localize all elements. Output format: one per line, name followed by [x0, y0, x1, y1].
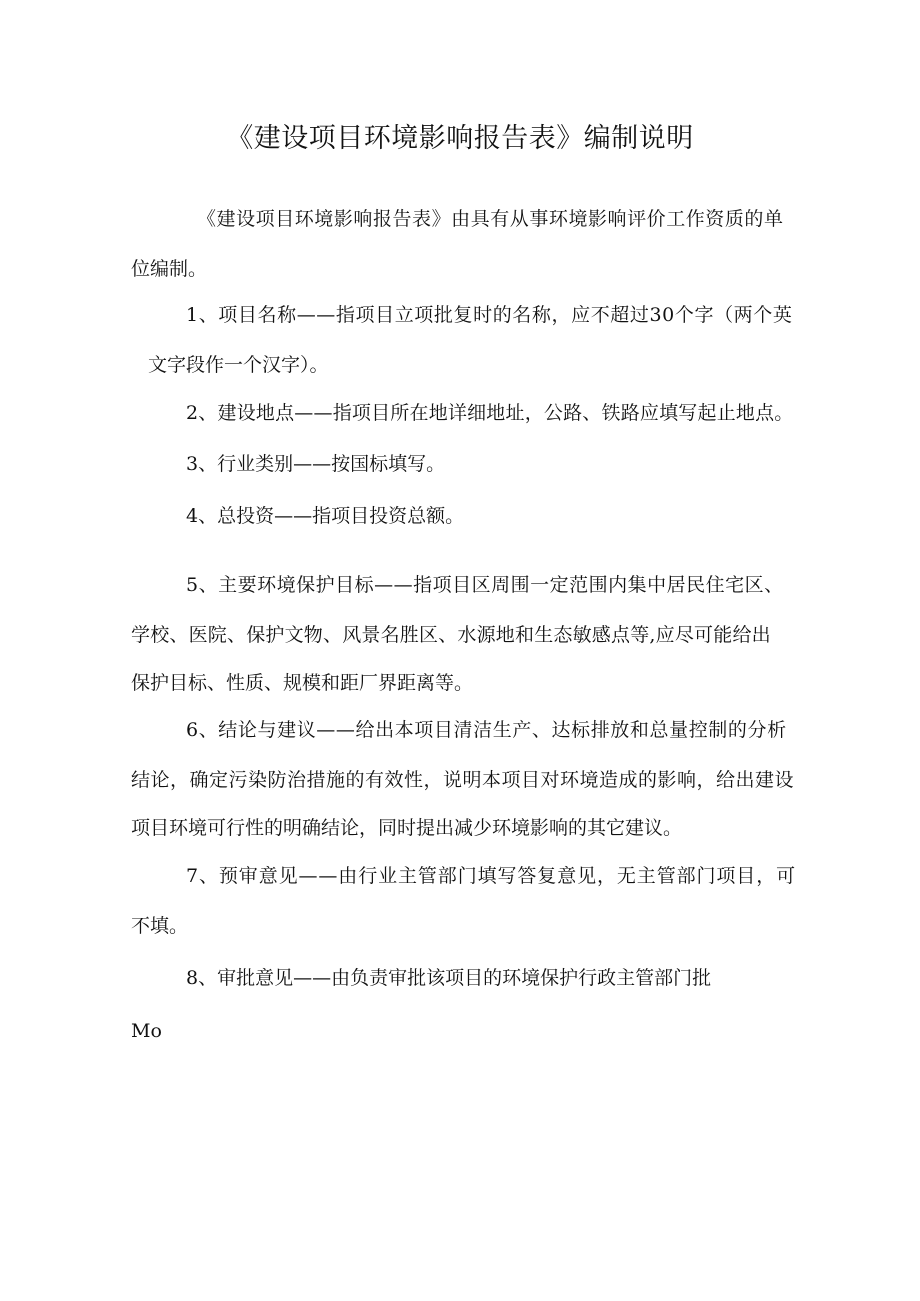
intro-line-1: 《建设项目环境影响报告表》由具有从事环境影响评价工作资质的单 — [197, 208, 784, 230]
trailing-text: Mo — [131, 1020, 162, 1042]
item-6-line-2: 结论，确定污染防治措施的有效性，说明本项目对环境造成的影响，给出建设 — [131, 769, 795, 791]
item-4-line-1: 4、总投资——指项目投资总额。 — [186, 505, 465, 527]
item-7-line-2: 不填。 — [131, 915, 189, 937]
item-1-line-1: 1、项目名称——指项目立项批复时的名称，应不超过30个字（两个英 — [186, 304, 793, 326]
item-6-line-3: 项目环境可行性的明确结论，同时提出减少环境影响的其它建议。 — [131, 817, 683, 839]
item-7-line-1: 7、预审意见——由行业主管部门填写答复意见，无主管部门项目，可 — [186, 865, 796, 887]
item-1-line-2: 文字段作一个汉字）。 — [148, 354, 329, 376]
item-5-line-2: 学校、医院、保护文物、风景名胜区、水源地和生态敏感点等,应尽可能给出 — [131, 624, 771, 646]
item-8-line-1: 8、审批意见——由负责审批该项目的环境保护行政主管部门批 — [186, 967, 712, 989]
item-2-line-1: 2、建设地点——指项目所在地详细地址，公路、铁路应填写起止地点。 — [186, 402, 794, 424]
item-5-line-3: 保护目标、性质、规模和距厂界距离等。 — [131, 672, 474, 694]
document-title: 《建设项目环境影响报告表》编制说明 — [226, 123, 694, 154]
intro-line-2: 位编制。 — [131, 258, 208, 280]
item-3-line-1: 3、行业类别——按国标填写。 — [186, 453, 446, 475]
item-6-line-1: 6、结论与建议——给出本项目清洁生产、达标排放和总量控制的分析 — [186, 719, 787, 741]
item-5-line-1: 5、主要环境保护目标——指项目区周围一定范围内集中居民住宅区、 — [186, 574, 784, 596]
